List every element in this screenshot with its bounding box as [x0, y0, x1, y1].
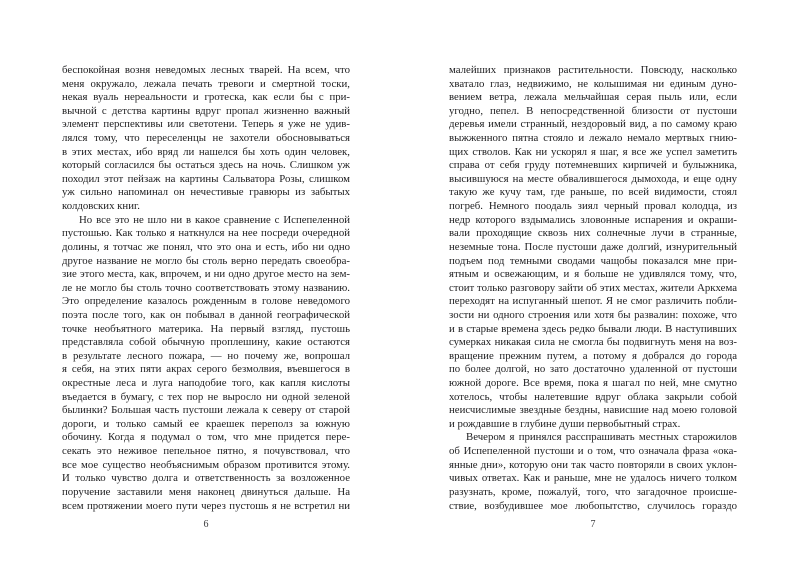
text-line: малейших признаков растительности. Повсюду, насколько	[449, 64, 737, 76]
text-line: элемент перспективы или светотени. Теперь я уже не удив-	[62, 118, 350, 131]
text-line: беспокойная возня неведомых лесных тварей. На всем, что	[62, 64, 350, 76]
text-line: по более долгой, но зато достаточно удаленной от пустоши	[449, 363, 737, 376]
text-line: окрестные леса и луга наподобие того, как капля кислоты	[62, 377, 350, 390]
text-line: южной дороге. Все время, пока я шагал по ней, мне смутно	[449, 377, 737, 390]
text-line: вращение прежним путем, а потому я добрался до города	[449, 349, 737, 362]
text-line: дороги, и только самый ее краешек переполз за южную	[62, 417, 350, 430]
text-line: походил этот пейзаж на картины Сальватора Розы, слишком	[62, 172, 350, 185]
text-line: подъем под темными сводами чащобы показался мне при-	[449, 254, 737, 267]
text-line: хотелось, чтобы налетевшие вдруг облака закрыли собой	[449, 390, 737, 403]
text-line: высившуюся на месте обвалившегося дымохода, и еще одну	[449, 172, 737, 185]
text-line: недр которого вздымались зловонные испарения и окраши-	[449, 213, 737, 226]
text-line: обочину. Когда я подумал о том, что мне придется пере-	[62, 431, 350, 444]
text-line: всем протяжении моего пути через пустошь я не встретил ни	[62, 499, 350, 512]
text-line: долины, я тотчас же понял, что это она и есть, ибо ни одно	[62, 240, 350, 253]
text-line: разузнать, кроме, пожалуй, того, что загадочное происше-	[449, 485, 737, 498]
text-line: стоит только разговору зайти об этих местах, жители Аркхема	[449, 281, 737, 294]
left-page-number: 6	[203, 519, 209, 531]
text-line: чивых ответах. Как и раньше, мне не удалось ничего толком	[449, 472, 737, 485]
text-line: погреб. Немного поодаль зиял черный провал колодца, из	[449, 200, 737, 213]
text-line: я себя, на этих пяти акрах серого безмолвия, въевшегося в	[62, 363, 350, 376]
text-line: уж сильно напоминал он нечестивые гравюры из забытых	[62, 186, 350, 199]
text-line: Это определение казалось рожденным в голове неведомого	[62, 295, 350, 308]
text-line: Вечером я принялся расспрашивать местных старожилов	[466, 431, 737, 444]
text-line: ле не могло бы столь точно соответствовать этому названию.	[62, 281, 350, 294]
text-line: вением ветра, лежала мельчайшая серая пыль или, если	[449, 91, 737, 104]
text-line: сумерках никакая сила не смогла бы подвигнуть меня на воз-	[449, 336, 737, 349]
text-line: переходят на испуганный шепот. Я не смог различить побли-	[449, 295, 737, 308]
text-line: колдовских книг.	[62, 200, 140, 213]
text-line: лялся тому, что переселенцы не захотели обосновываться	[62, 132, 350, 145]
text-line: меня окружало, лежала печать тревоги и смертной тоски,	[62, 77, 350, 90]
text-line: янные дни», которую они так часто повторяли в своих уклон-	[449, 458, 737, 471]
text-line: об Испепеленной пустоши и о том, что означала фраза «ока-	[449, 445, 737, 458]
text-line: все мое существо необъяснимым образом противится этому.	[62, 458, 350, 471]
left-page	[62, 64, 350, 531]
text-line: деревья имели странный, нездоровый вид, а по самому краю	[449, 118, 737, 131]
text-line: угодно, пепел. В непосредственной близости от пустоши	[449, 104, 737, 117]
text-line: выжженного пятна стояло и лежало немало мертвых гнию-	[449, 132, 737, 145]
text-line: точке необъятного материка. На первый взгляд, пустошь	[62, 322, 350, 335]
text-line: И только чувство долга и ответственность за возложенное	[62, 472, 350, 485]
text-line: и в старые времена здесь редко бывали люди. В наступивших	[449, 322, 737, 335]
text-line: ятным и освежающим, и я больше не удивлялся тому, что,	[449, 268, 737, 281]
text-line: вали проходящие сквозь них солнечные лучи в странные,	[449, 227, 737, 240]
text-line: другое название не могло бы столь верно передать своеобра-	[62, 254, 350, 267]
text-line: в этих местах, ибо вряд ли нашелся бы хоть один человек,	[62, 145, 350, 158]
text-line: в результате лесного пожара, — но почему же, вопрошал	[62, 349, 350, 362]
text-line: справа от себя груду потемневших кирпичей и булыжника,	[449, 159, 737, 172]
text-line: въедается в бумагу, с тех пор не выросло ни одной зеленой	[62, 390, 350, 403]
text-line: Но все это не шло ни в какое сравнение с Испепеленной	[79, 213, 350, 226]
text-line: такую же кучу там, где раньше, по всей видимости, стоял	[449, 186, 737, 199]
text-line: неисчислимые звездные бездны, нависшие над моею головой	[449, 404, 737, 417]
text-line: и рождавшие в глубине души первобытный страх.	[449, 417, 681, 430]
text-line: зости ни одного строения или хотя бы развалин: похоже, что	[449, 308, 737, 321]
right-page-text	[449, 64, 737, 513]
right-page-number: 7	[590, 519, 596, 531]
text-line: неземные тона. После пустоши даже долгий, изнурительный	[449, 240, 737, 253]
text-line: секать это неживое пепельное пятно, я почувствовал, что	[62, 445, 350, 458]
text-line: былинки? Большая часть пустоши лежала к северу от старой	[62, 404, 350, 417]
text-line: вычной с детства картины вдруг пропал жизненно важный	[62, 104, 350, 117]
text-line: щих стволов. Как ни ускорял я шаг, я все же успел заметить	[449, 145, 737, 158]
left-page-text	[62, 64, 350, 513]
text-line: поручение заставили меня наконец двинуться дальше. На	[62, 485, 350, 498]
text-line: представляла собой обычную проплешину, какие остаются	[62, 336, 350, 349]
text-line: который согласился бы остаться здесь на ночь. Слишком уж	[62, 159, 350, 172]
text-line: поэта после того, как он побывал в данной географической	[62, 308, 350, 321]
text-line: ствие, возбудившее мое любопытство, случилось гораздо	[449, 499, 737, 512]
text-line: некая вуаль нереальности и гротеска, как если бы с при-	[62, 91, 350, 104]
text-line: пустошью. Как только я наткнулся на нее посреди очередной	[62, 227, 350, 240]
text-line: зие этого места, как, впрочем, и ни одно другое место на зем-	[62, 268, 350, 281]
text-line: хватало глаз, недвижимо, не колышимая ни единым дуно-	[449, 77, 737, 90]
right-page	[449, 64, 737, 531]
